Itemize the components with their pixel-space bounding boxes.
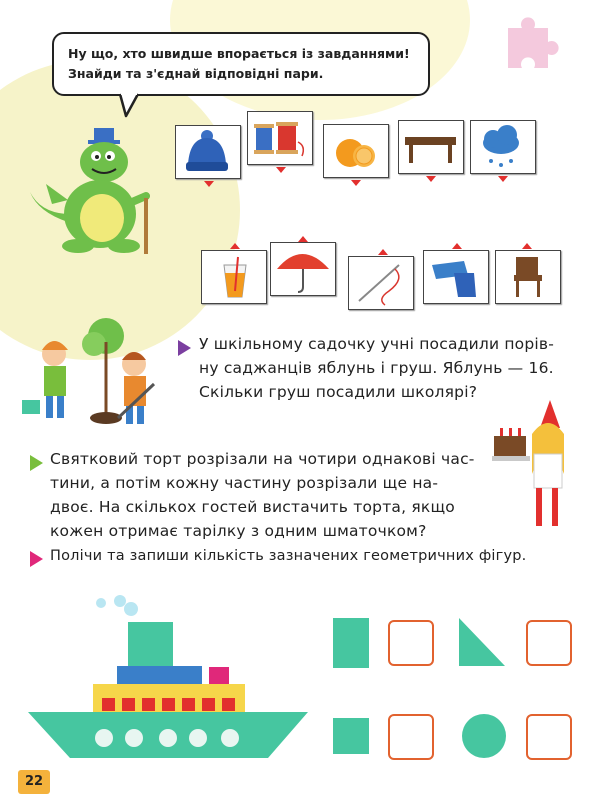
connection-marker[interactable] — [204, 181, 214, 187]
task-marker — [30, 551, 43, 567]
card-table[interactable] — [398, 120, 464, 174]
task-text: двоє. На скількох гостей вистачить торта, якщо — [50, 498, 455, 516]
puzzle-piece-icon — [500, 14, 562, 76]
speech-bubble-tail — [118, 92, 142, 120]
connection-marker[interactable] — [452, 243, 462, 249]
connection-marker[interactable] — [378, 249, 388, 255]
answer-box[interactable] — [388, 714, 434, 760]
page-number: 22 — [18, 770, 50, 794]
connection-marker[interactable] — [498, 176, 508, 182]
card-umbrella[interactable] — [270, 242, 336, 296]
children-planting-illustration — [14, 314, 164, 429]
card-thread[interactable] — [247, 111, 313, 165]
task-marker — [30, 455, 43, 471]
answer-box[interactable] — [526, 714, 572, 760]
sewing-thread-icon — [248, 112, 311, 163]
connection-marker[interactable] — [426, 176, 436, 182]
circle-shape — [462, 714, 506, 758]
card-juice[interactable] — [201, 250, 267, 304]
task-marker — [178, 340, 191, 356]
chair-icon — [496, 251, 559, 302]
speech-bubble — [52, 32, 430, 96]
orange-icon — [324, 125, 387, 176]
task-text: кожен отримає тарілку з одним шматочком? — [50, 522, 427, 540]
connection-marker[interactable] — [351, 180, 361, 186]
task-text: Полічи та запиши кількість зазначених геометричних фігур. — [50, 548, 527, 564]
rain-cloud-icon — [471, 121, 534, 172]
task-text: У шкільному садочку учні посадили порів- — [199, 335, 555, 353]
task-text: ну саджанців яблунь і груш. Яблунь — 16. — [199, 359, 554, 377]
juice-glass-icon — [202, 251, 265, 302]
connection-marker[interactable] — [276, 167, 286, 173]
card-scarf[interactable] — [423, 250, 489, 304]
answer-box[interactable] — [526, 620, 572, 666]
needle-icon — [349, 257, 412, 308]
connection-marker[interactable] — [522, 243, 532, 249]
square-shape — [333, 718, 369, 754]
task-text: тини, а потім кожну частину розрізали ще на- — [50, 474, 439, 492]
umbrella-icon — [271, 243, 334, 294]
scarf-icon — [424, 251, 487, 302]
card-cloud[interactable] — [470, 120, 536, 174]
girl-with-cake-illustration — [488, 398, 572, 530]
answer-box[interactable] — [388, 620, 434, 666]
task-2 — [50, 447, 490, 543]
card-orange[interactable] — [323, 124, 389, 178]
speech-line: Ну що, хто швидше впорається із завданнями! — [68, 46, 410, 61]
triangle-shape — [457, 616, 507, 668]
dinosaur-mascot — [28, 122, 158, 257]
speech-line: Знайди та з'єднай відповідні пари. — [68, 66, 324, 81]
table-icon — [399, 121, 462, 172]
connection-marker[interactable] — [230, 243, 240, 249]
card-chair[interactable] — [495, 250, 561, 304]
hat-icon — [176, 126, 239, 177]
task-text: Святковий торт розрізали на чотири однакові час- — [50, 450, 475, 468]
card-hat[interactable] — [175, 125, 241, 179]
ship-illustration — [24, 595, 314, 775]
task-1 — [199, 332, 589, 404]
rectangle-shape — [333, 618, 369, 668]
task-3 — [50, 544, 590, 568]
task-text: Скільки груш посадили школярі? — [199, 383, 478, 401]
card-needle[interactable] — [348, 256, 414, 310]
